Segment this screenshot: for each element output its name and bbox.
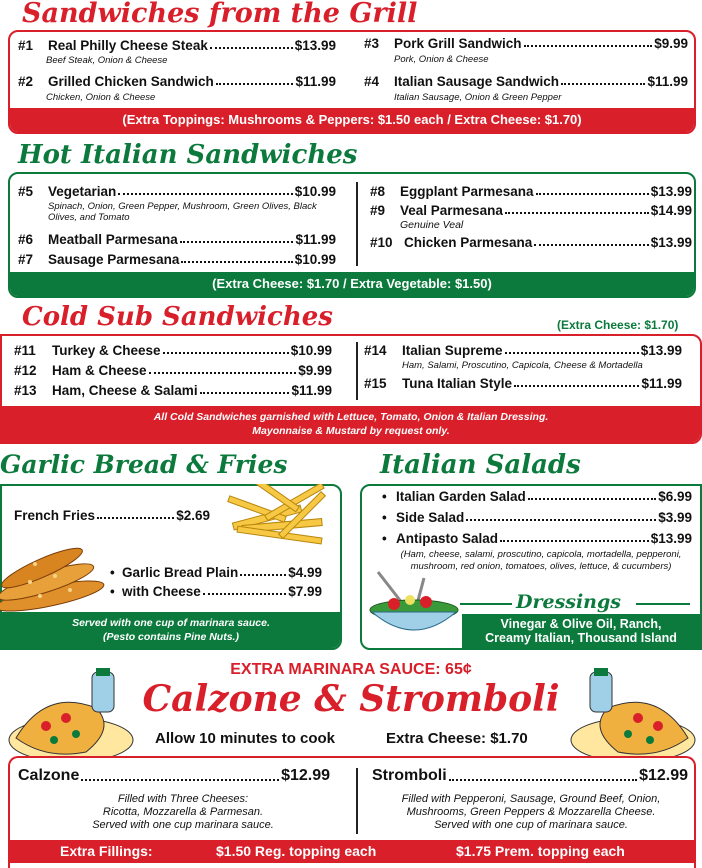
divider [356, 182, 358, 266]
cold-note [2, 406, 700, 442]
garlic-note-line1: Served with one cup of marinara sauce. [72, 617, 270, 629]
extra-fillings-bar [8, 840, 696, 863]
french-fries-icon [222, 484, 338, 550]
menu-item-6[interactable]: #6 Meatball Parmesana $11.99 [18, 232, 336, 247]
item-desc: Ham, Salami, Proscutino, Capicola, Cheese & Mortadella [402, 360, 643, 371]
menu-item-12[interactable]: #12 Ham & Cheese $9.99 [14, 363, 332, 378]
dressings-line2: Creamy Italian, Thousand Island [485, 631, 677, 645]
divider [356, 768, 358, 834]
garlic-title: Garlic Bread & Fries [0, 450, 288, 479]
menu-item-side-salad[interactable]: • Side Salad $3.99 [382, 510, 692, 525]
divider [356, 342, 358, 400]
menu-item-3[interactable]: #3 Pork Grill Sandwich $9.99 [364, 36, 688, 51]
cold-note-line2: Mayonnaise & Mustard by request only. [252, 425, 450, 437]
menu-item-9[interactable]: #9 Veal Parmesana $14.99 [370, 203, 692, 218]
menu-item-calzone[interactable]: Calzone $12.99 [18, 767, 330, 784]
item-desc: Genuine Veal [400, 219, 464, 231]
menu-item-french-fries[interactable]: French Fries $2.69 [14, 508, 210, 523]
dressings-rule-right [636, 603, 690, 605]
hot-title: Hot Italian Sandwiches [18, 140, 358, 170]
menu-item-2[interactable]: #2 Grilled Chicken Sandwich $11.99 [18, 74, 336, 89]
stromboli-desc: Filled with Pepperoni, Sausage, Ground Beef, Onion, Mushrooms, Green Peppers & Mozzarella Cheese. Served with one cup of marinara sauce. [401, 793, 661, 831]
garlic-note [2, 612, 340, 648]
fillings-premium: $1.75 Prem. topping each [456, 843, 625, 859]
calzone-desc: Filled with Three Cheeses: Ricotta, Mozzarella & Parmesan. Served with one cup marinara sauce. [92, 793, 274, 831]
menu-item-garden-salad[interactable]: • Italian Garden Salad $6.99 [382, 489, 692, 504]
cold-note-line1: All Cold Sandwiches garnished with Lettuce, Tomato, Onion & Italian Dressing. [153, 411, 549, 423]
menu-item-4[interactable]: #4 Italian Sausage Sandwich $11.99 [364, 74, 688, 89]
cold-extra-cheese: (Extra Cheese: $1.70) [557, 318, 679, 332]
fillings-label: Extra Fillings: [60, 843, 153, 859]
dressings-rule-left [460, 603, 512, 605]
item-desc: Pork, Onion & Cheese [394, 54, 489, 65]
menu-item-garlic-bread-cheese[interactable]: • with Cheese $7.99 [110, 584, 322, 599]
salad-bowl-icon [364, 568, 464, 638]
calzone-extra-cheese: Extra Cheese: $1.70 [386, 730, 528, 747]
grill-title: Sandwiches from the Grill [22, 0, 418, 29]
garlic-note-line2: (Pesto contains Pine Nuts.) [103, 631, 239, 643]
menu-item-13[interactable]: #13 Ham, Cheese & Salami $11.99 [14, 383, 332, 398]
dressings-bar [462, 614, 700, 648]
extra-marinara: EXTRA MARINARA SAUCE: 65¢ [230, 661, 472, 678]
garlic-bread-icon [0, 538, 108, 614]
item-desc: Italian Sausage, Onion & Green Pepper [394, 92, 562, 103]
fillings-regular: $1.50 Reg. topping each [216, 843, 377, 859]
menu-item-5[interactable]: #5 Vegetarian $10.99 [18, 184, 336, 199]
menu-item-stromboli[interactable]: Stromboli $12.99 [372, 767, 688, 784]
menu-item-15[interactable]: #15 Tuna Italian Style $11.99 [364, 376, 682, 391]
cold-title: Cold Sub Sandwiches [22, 302, 333, 332]
menu-item-7[interactable]: #7 Sausage Parmesana $10.99 [18, 252, 336, 267]
item-desc: Spinach, Onion, Green Pepper, Mushroom, Green Olives, Black Olives, and Tomato [48, 201, 317, 223]
calzone-title: Calzone & Stromboli [142, 678, 560, 720]
menu-item-10[interactable]: #10 Chicken Parmesana $13.99 [370, 235, 692, 250]
menu-item-garlic-bread[interactable]: • Garlic Bread Plain $4.99 [110, 565, 322, 580]
dressings-line1: Vinegar & Olive Oil, Ranch, [500, 617, 662, 631]
antipasto-desc: (Ham, cheese, salami, proscutino, capicola, mortadella, pepperoni, mushroom, red onion, tomatoes, olives, lettuce, & cucumbers) [400, 549, 682, 572]
menu-item-1[interactable]: #1 Real Philly Cheese Steak $13.99 [18, 38, 336, 53]
hot-extras: (Extra Cheese: $1.70 / Extra Vegetable: $1.50) [10, 272, 694, 296]
salads-title: Italian Salads [380, 450, 581, 480]
menu-item-antipasto-salad[interactable]: • Antipasto Salad $13.99 [382, 531, 692, 546]
menu-item-11[interactable]: #11 Turkey & Cheese $10.99 [14, 343, 332, 358]
menu-item-8[interactable]: #8 Eggplant Parmesana $13.99 [370, 184, 692, 199]
dressings-title: Dressings [516, 591, 621, 613]
menu-item-14[interactable]: #14 Italian Supreme $13.99 [364, 343, 682, 358]
item-desc: Chicken, Onion & Cheese [46, 92, 156, 103]
grill-extras: (Extra Toppings: Mushrooms & Peppers: $1.50 each / Extra Cheese: $1.70) [10, 108, 694, 132]
item-desc: Beef Steak, Onion & Cheese [46, 55, 168, 66]
calzone-allow-note: Allow 10 minutes to cook [155, 730, 336, 747]
